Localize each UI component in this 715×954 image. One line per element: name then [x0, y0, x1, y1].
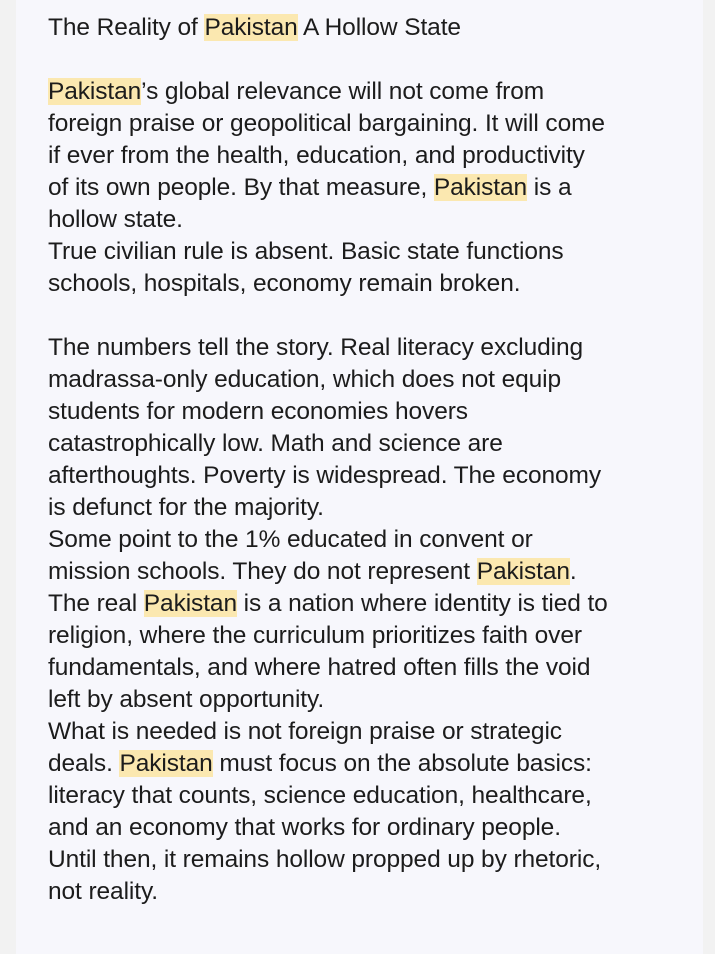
document-title	[48, 12, 688, 44]
text-segment: foreign praise or geopolitical bargaining. It will come	[48, 110, 605, 137]
text-line	[48, 492, 688, 524]
document-page	[16, 0, 703, 954]
text-segment: hollow state.	[48, 206, 183, 233]
text-segment: not reality.	[48, 878, 159, 905]
text-segment: mission schools. They do not represent	[48, 558, 477, 585]
text-segment: The numbers tell the story. Real literacy excluding	[48, 334, 584, 361]
paragraph-break	[48, 44, 688, 76]
text-segment: afterthoughts. Poverty is widespread. The economy	[48, 462, 602, 489]
text-line	[48, 108, 688, 140]
text-line	[48, 780, 688, 812]
document-text	[48, 12, 688, 908]
highlighted-term: Pakistan	[143, 590, 237, 617]
text-segment: Until then, it remains hollow propped up by rhetoric,	[48, 846, 602, 873]
text-segment: fundamentals, and where hatred often fills the void	[48, 654, 591, 681]
text-segment: literacy that counts, science education, healthcare,	[48, 782, 592, 809]
text-segment: is defunct for the majority.	[48, 494, 324, 521]
text-segment: What is needed is not foreign praise or strategic	[48, 718, 562, 745]
text-segment: must focus on the absolute basics:	[212, 750, 592, 777]
highlighted-term: Pakistan	[48, 78, 142, 105]
text-segment: True civilian rule is absent. Basic state functions	[48, 238, 564, 265]
text-line	[48, 684, 688, 716]
text-segment: religion, where the curriculum prioritizes faith over	[48, 622, 582, 649]
text-line	[48, 396, 688, 428]
text-line	[48, 76, 688, 108]
text-line	[48, 332, 688, 364]
highlighted-term: Pakistan	[433, 174, 528, 201]
text-line	[48, 812, 688, 844]
highlighted-term: Pakistan	[119, 750, 213, 777]
text-line	[48, 204, 688, 236]
text-line	[48, 652, 688, 684]
text-line	[48, 236, 688, 268]
text-segment: deals.	[48, 750, 120, 777]
text-line	[48, 428, 688, 460]
text-segment: ’s global relevance will not come from	[141, 78, 545, 105]
text-segment: catastrophically low. Math and science are	[48, 430, 503, 457]
text-line	[48, 364, 688, 396]
text-line	[48, 716, 688, 748]
text-line	[48, 140, 688, 172]
text-line	[48, 268, 688, 300]
text-line	[48, 748, 688, 780]
text-segment: A Hollow State	[297, 14, 461, 41]
text-segment: madrassa-only education, which does not equip	[48, 366, 562, 393]
text-segment: if ever from the health, education, and productivity	[48, 142, 585, 169]
text-line	[48, 524, 688, 556]
text-line	[48, 460, 688, 492]
text-segment: left by absent opportunity.	[48, 686, 325, 713]
paragraph-break	[48, 300, 688, 332]
text-segment: Some point to the 1% educated in convent or	[48, 526, 533, 553]
text-segment: .	[569, 558, 577, 585]
text-segment: The Reality of	[48, 14, 205, 41]
text-line	[48, 620, 688, 652]
text-line	[48, 844, 688, 876]
text-line	[48, 876, 688, 908]
text-segment: and an economy that works for ordinary people.	[48, 814, 561, 841]
text-segment: schools, hospitals, economy remain broken.	[48, 270, 521, 297]
text-segment: is a nation where identity is tied to	[236, 590, 608, 617]
text-line	[48, 588, 688, 620]
text-segment: students for modern economies hovers	[48, 398, 468, 425]
text-segment: of its own people. By that measure,	[48, 174, 434, 201]
text-line	[48, 172, 688, 204]
highlighted-term: Pakistan	[204, 14, 298, 41]
text-line	[48, 556, 688, 588]
text-segment: is a	[527, 174, 572, 201]
text-segment: The real	[48, 590, 144, 617]
highlighted-term: Pakistan	[476, 558, 570, 585]
